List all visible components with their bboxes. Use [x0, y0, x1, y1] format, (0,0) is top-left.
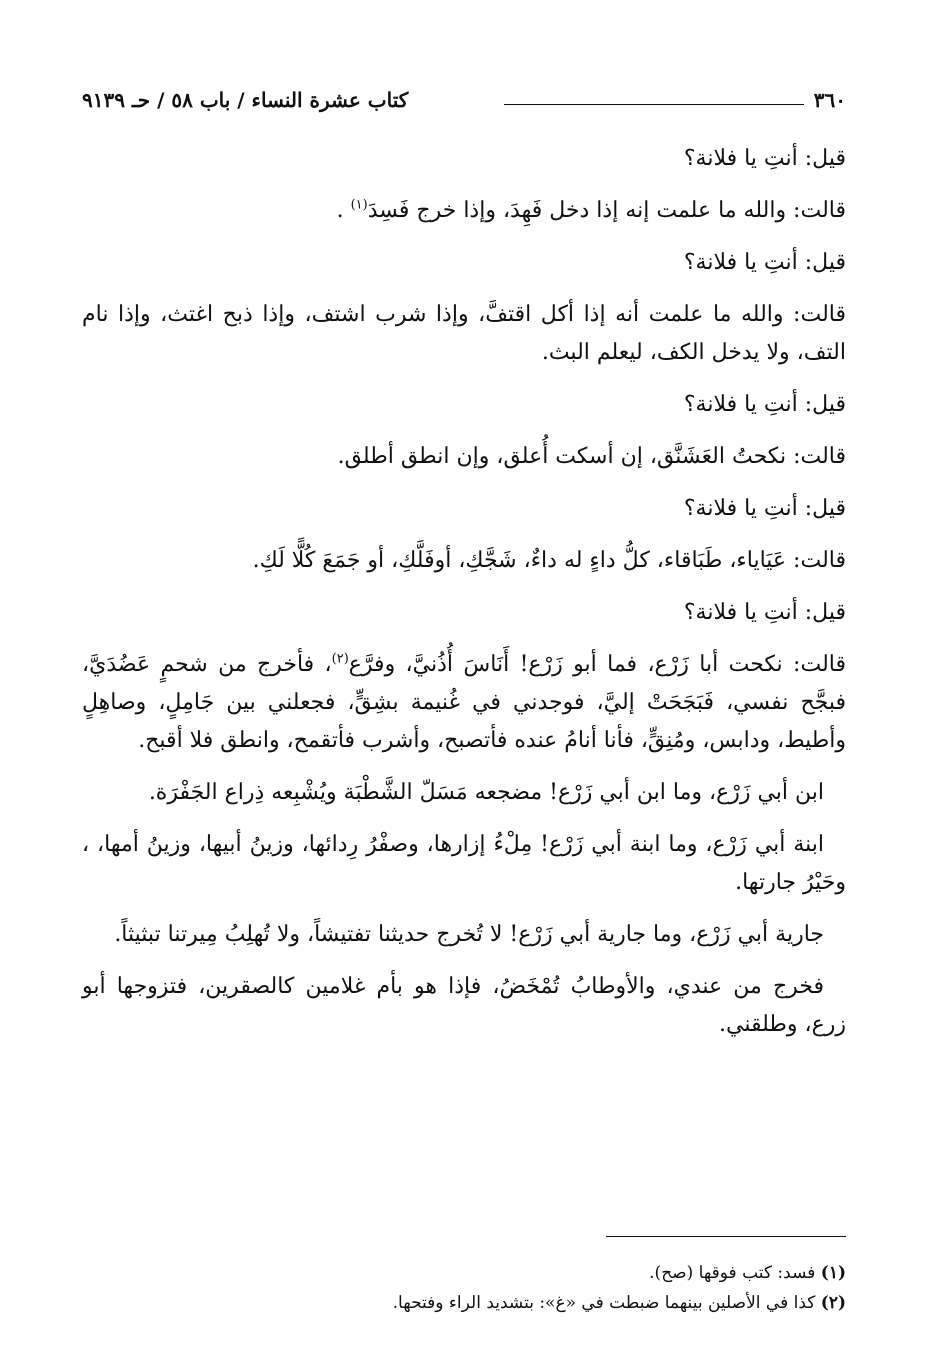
paragraph: قيل: أنتِ يا فلانة؟	[683, 600, 846, 625]
page-number: ٣٦٠	[813, 88, 846, 112]
paragraph: قالت: والله ما علمت أنه إذا أكل اقتفَّ، وإذا شرب اشتف، وإذا ذبح اغتث، وإذا نام التف، ولا يدخل الكف، ليعلم البث.	[82, 302, 846, 365]
footnote	[82, 1288, 846, 1318]
footnote	[82, 1258, 846, 1288]
footnote-separator	[606, 1236, 846, 1237]
paragraph: قيل: أنتِ يا فلانة؟	[683, 146, 846, 171]
footnote-text: فسد: كتب فوقها (صح).	[649, 1263, 816, 1283]
footnote-number: (١)	[820, 1263, 846, 1283]
paragraph: جارية أبي زَرْع، وما جارية أبي زَرْع! لا تُخرج حديثنا تفتيشاً، ولا تُهلِبُ مِيرتنا تبثيثاً.	[114, 922, 824, 947]
footnote-text: كذا في الأصلين بينهما ضبطت في «غ»: بتشديد الراء وفتحها.	[392, 1293, 816, 1313]
footnote-ref[interactable]: (٢)	[331, 651, 349, 667]
paragraph: ابنة أبي زَرْع، وما ابنة أبي زَرْع! مِلْءُ إزارها، وصفْرُ رِدائها، وزينُ أبيها، وزينُ أمها، ، وحَيْرُ جارتها.	[82, 832, 846, 895]
paragraph: قيل: أنتِ يا فلانة؟	[683, 250, 846, 275]
paragraph: قالت: عَيَاياء، طَبَاقاء، كلُّ داءٍ له داءٌ، شَجَّكِ، أوفَلَّكِ، أو جَمَعَ كُلًّا لَكِ.	[252, 548, 846, 573]
header-rule	[504, 104, 804, 105]
paragraph: قالت: نكحت أبا زَرْع، فما أبو زَرْع! أَنَاسَ أُذُنيَّ، وفرَّع$^{(٢)}$، فأخرج من شحمٍ عَضُدَيَّ، فبجَّح نفسي، فَبَجَحَتْ إليَّ، فوجدني في غُنيمة بشِقٍّ، فجعلني بين جَامِلٍ، وصاهِلٍ وأطيط، ودابس، ومُنِقٍّ، فأنا أنامُ عنده فأتصبح، وأشرب فأتقمح، وانطق فلا أقبح.	[82, 651, 846, 753]
running-title: كتاب عشرة النساء / باب ٥٨ / حـ ٩١٣٩	[82, 88, 409, 112]
footnotes	[82, 1258, 846, 1318]
footnote-ref[interactable]: (١)	[350, 197, 368, 213]
paragraph: ابن أبي زَرْع، وما ابن أبي زَرْع! مضجعه مَسَلّ الشَّطْبَة ويُشْبِعه ذِراع الجَفْرَة.	[148, 780, 824, 805]
paragraph: فخرج من عندي، والأوطابُ تُمْخَضُ، فإذا هو بأم غلامين كالصقرين، فتزوجها أبو زرع، وطلقني.	[82, 974, 846, 1037]
paragraph: قيل: أنتِ يا فلانة؟	[683, 496, 846, 521]
paragraph: قيل: أنتِ يا فلانة؟	[683, 392, 846, 417]
paragraph: قالت: والله ما علمت إنه إذا دخل فَهِدَ، وإذا خرج فَسِدَ$^{(١)}$ .	[336, 197, 846, 223]
paragraph: قالت: نكحتُ العَشَنَّق، إن أسكت أُعلق، وإن انطق أطلق.	[337, 444, 846, 469]
main-text	[82, 140, 846, 1058]
page-header	[82, 82, 846, 118]
footnote-number: (٢)	[820, 1293, 846, 1313]
